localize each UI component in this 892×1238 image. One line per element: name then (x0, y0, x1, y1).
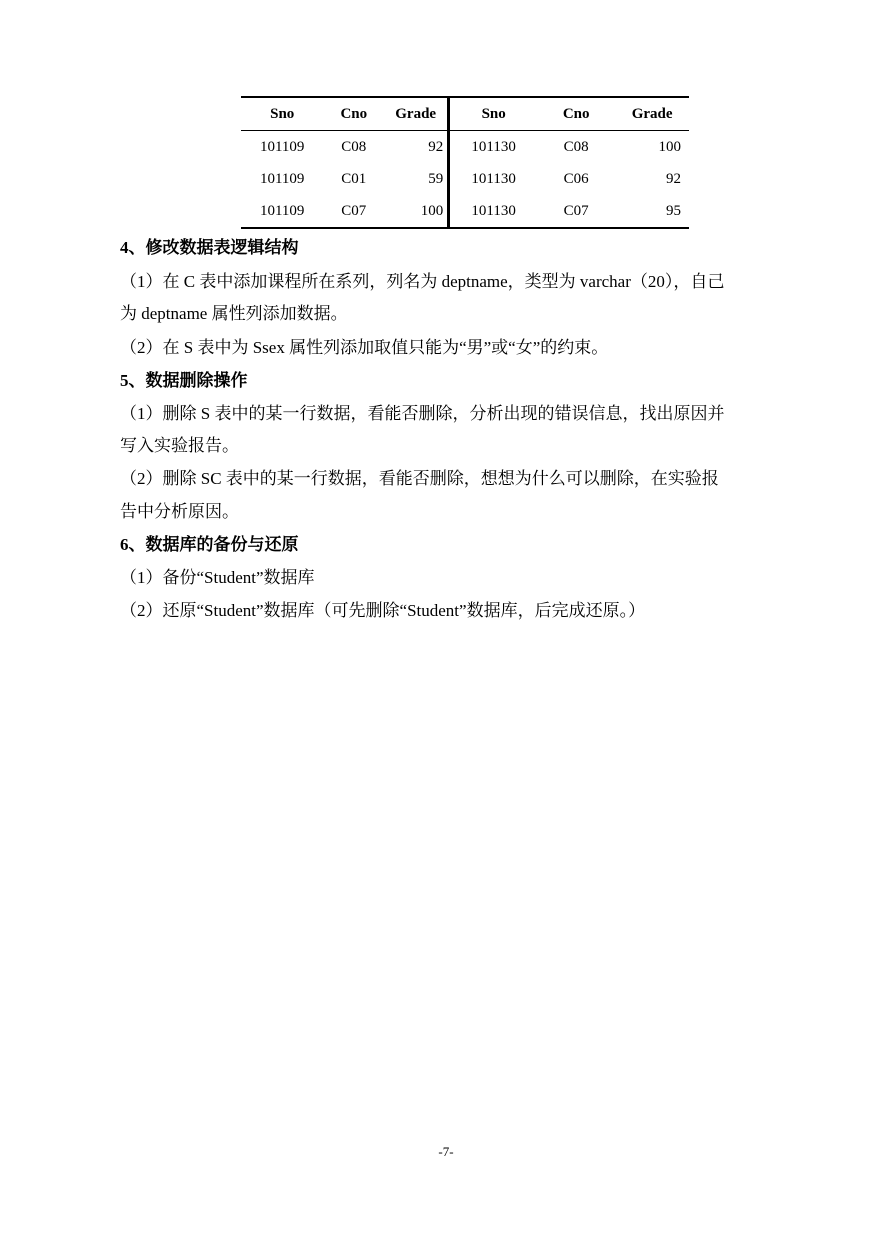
table-cell: 100 (658, 138, 681, 155)
table-cell: 101109 (241, 195, 323, 228)
table-header-row (241, 97, 689, 131)
paragraph-line: 写入实验报告。 (120, 436, 239, 455)
column-header-sno: Sno (449, 97, 537, 131)
table-cell: C08 (341, 138, 367, 155)
paragraph-line: （1）在 C 表中添加课程所在系列，列名为 deptname，类型为 varchar（20），自己 (120, 272, 725, 291)
column-header-cno: Cno (323, 97, 384, 131)
table-cell: C08 (563, 138, 589, 155)
table-cell: 92 (384, 131, 449, 164)
grade-table (241, 96, 689, 229)
column-header-cno: Cno (537, 97, 615, 131)
column-header-grade: Grade (615, 97, 689, 131)
column-header-grade: Grade (384, 97, 449, 131)
paragraph-line: （2）还原“Student”数据库（可先删除“Student”数据库，后完成还原。） (120, 601, 646, 620)
column-header-sno: Sno (241, 97, 323, 131)
table-cell: 95 (615, 195, 689, 228)
table-cell: 92 (666, 170, 681, 187)
table-row (241, 195, 689, 228)
table-cell: C01 (341, 170, 367, 187)
section-heading-6: 6、数据库的备份与还原 (120, 535, 299, 554)
table-cell: C07 (537, 195, 615, 228)
table-cell: 101130 (449, 195, 537, 228)
table-row (241, 163, 689, 195)
paragraph-line: （1）备份“Student”数据库 (120, 568, 315, 587)
table-cell: 101130 (471, 138, 516, 155)
section-heading-4: 4、修改数据表逻辑结构 (120, 238, 299, 257)
paragraph-line: 为 deptname 属性列添加数据。 (120, 304, 348, 323)
table-cell: 100 (384, 195, 449, 228)
table-cell: 59 (384, 163, 449, 195)
table-cell: C06 (563, 170, 589, 187)
table-row (241, 131, 689, 164)
paragraph-line: 告中分析原因。 (120, 502, 239, 521)
table-cell: 101130 (471, 170, 516, 187)
paragraph-line: （1）删除 S 表中的某一行数据，看能否删除，分析出现的错误信息，找出原因并 (120, 404, 725, 423)
table-cell: 101109 (259, 138, 305, 155)
paragraph-line: （2）在 S 表中为 Ssex 属性列添加取值只能为“男”或“女”的约束。 (120, 338, 609, 357)
page-number: -7- (438, 1144, 454, 1159)
paragraph-line: （2）删除 SC 表中的某一行数据，看能否删除，想想为什么可以删除，在实验报 (120, 469, 719, 488)
table-cell: C07 (323, 195, 384, 228)
table-cell: 101109 (259, 170, 305, 187)
section-heading-5: 5、数据删除操作 (120, 371, 248, 390)
